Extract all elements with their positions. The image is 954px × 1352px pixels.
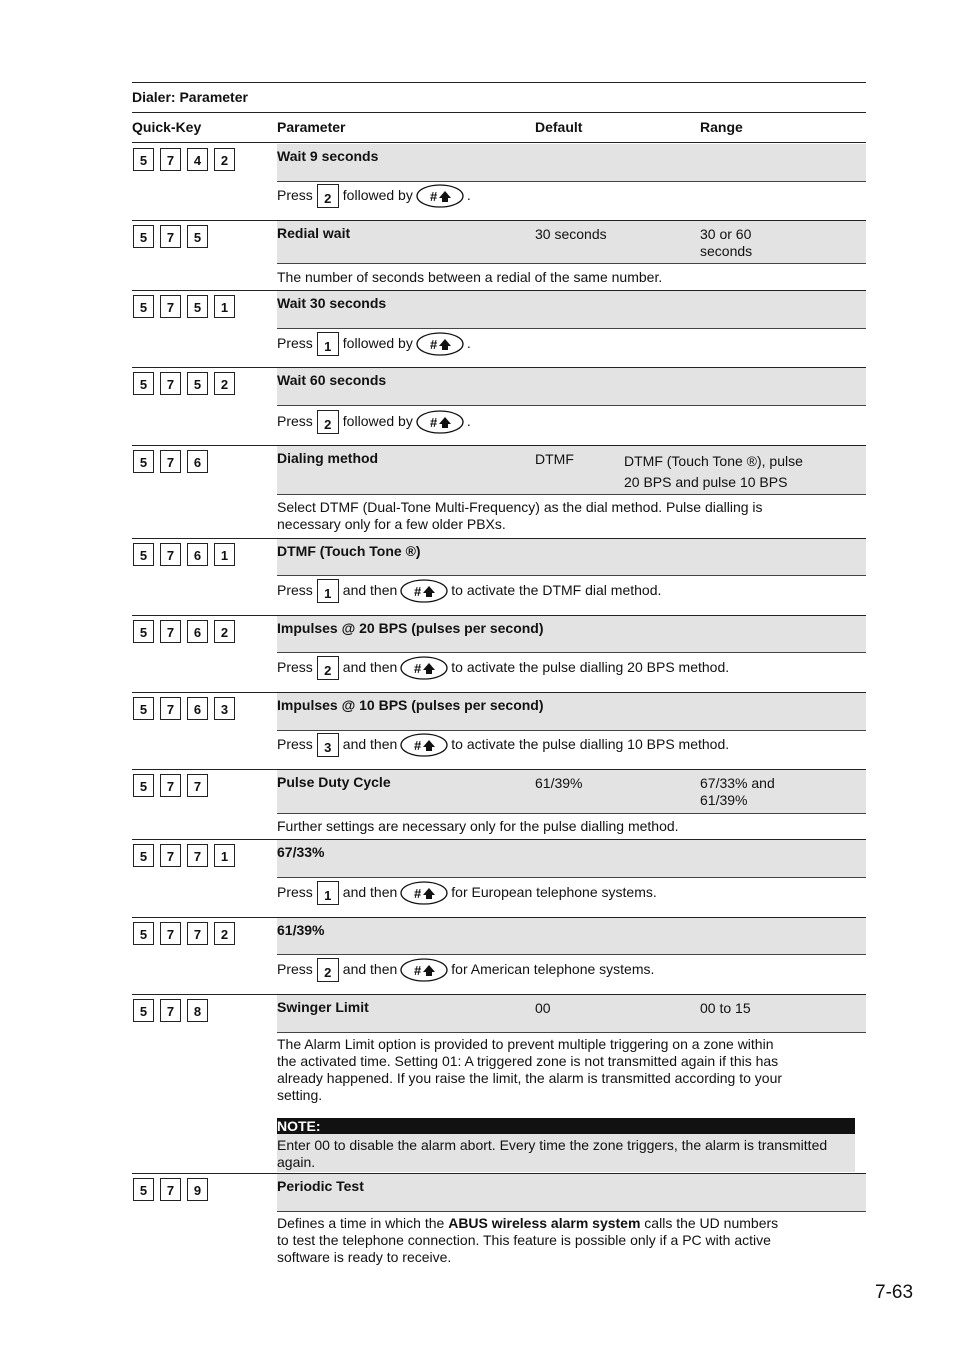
hash-key-icon xyxy=(399,731,449,757)
press-instruction xyxy=(277,654,729,680)
quick-key-sequence xyxy=(133,295,235,318)
quick-key: 1 xyxy=(214,844,235,867)
press-suffix: . xyxy=(466,335,471,351)
column-header-quick-key: Quick-Key xyxy=(132,119,202,135)
quick-key: 5 xyxy=(187,372,208,395)
note-label: NOTE: xyxy=(277,1118,855,1134)
table-title: Dialer: Parameter xyxy=(132,89,248,105)
page-number: 7-63 xyxy=(875,1282,914,1303)
parameter-name: Periodic Test xyxy=(277,1178,364,1194)
press-word: Press xyxy=(277,884,313,900)
press-word: Press xyxy=(277,582,313,598)
quick-key-sequence xyxy=(133,999,208,1022)
quick-key: 7 xyxy=(160,774,181,797)
parameter-name: DTMF (Touch Tone ®) xyxy=(277,543,421,559)
band-rule xyxy=(277,494,866,495)
quick-key: 2 xyxy=(214,620,235,643)
band-rule xyxy=(277,652,866,653)
parameter-range: 30 or 60 seconds xyxy=(700,226,753,259)
quick-key: 7 xyxy=(160,295,181,318)
band-rule xyxy=(277,877,866,878)
press-instruction xyxy=(277,330,471,356)
svg-text:#: # xyxy=(414,584,422,599)
parameter-name: Pulse Duty Cycle xyxy=(277,774,391,790)
press-connector: and then xyxy=(342,736,398,752)
band-rule xyxy=(277,1032,866,1033)
parameter-name: 67/33% xyxy=(277,844,325,860)
svg-text:#: # xyxy=(429,337,438,352)
quick-key: 5 xyxy=(133,372,154,395)
quick-key: 2 xyxy=(214,922,235,945)
quick-key: 7 xyxy=(160,697,181,720)
hash-key-icon xyxy=(399,654,449,680)
quick-key: 1 xyxy=(214,295,235,318)
parameter-description: The number of seconds between a redial of the same number. xyxy=(277,269,663,285)
press-word: Press xyxy=(277,413,313,429)
quick-key-sequence xyxy=(133,844,235,867)
parameter-default: 30 seconds xyxy=(535,226,607,242)
parameter-range: 00 to 15 xyxy=(700,1000,751,1016)
parameter-name: 61/39% xyxy=(277,922,325,938)
press-connector: and then xyxy=(342,884,398,900)
quick-key: 5 xyxy=(133,620,154,643)
hash-key-icon xyxy=(415,408,465,434)
quick-key: 7 xyxy=(160,620,181,643)
quick-key: 5 xyxy=(187,295,208,318)
press-connector: followed by xyxy=(342,187,413,203)
press-instruction xyxy=(277,577,661,603)
hash-key-icon xyxy=(399,577,449,603)
press-instruction xyxy=(277,879,657,905)
quick-key: 5 xyxy=(133,225,154,248)
hash-key-icon xyxy=(415,330,465,356)
key-button: 3 xyxy=(317,733,339,757)
svg-text:#: # xyxy=(414,963,422,978)
quick-key-sequence xyxy=(133,148,235,171)
quick-key-sequence xyxy=(133,774,208,797)
band-rule xyxy=(277,328,866,329)
quick-key: 6 xyxy=(187,543,208,566)
band-rule xyxy=(277,1211,866,1212)
press-word: Press xyxy=(277,961,313,977)
hash-key-icon xyxy=(399,879,449,905)
svg-text:#: # xyxy=(429,189,438,204)
parameter-name: Redial wait xyxy=(277,225,351,241)
quick-key: 7 xyxy=(160,1178,181,1201)
parameter-description: Select DTMF (Dual-Tone Multi-Frequency) as the dial method. Pulse dialling is necessary only for a few older PBXs. xyxy=(277,499,763,532)
quick-key-sequence xyxy=(133,697,235,720)
parameter-description: Defines a time in which the ABUS wireless alarm system calls the UD numbers to test the telephone connection. This feature is possible only if a PC with active software is ready to receive. xyxy=(277,1215,779,1265)
press-connector: followed by xyxy=(342,413,413,429)
quick-key: 5 xyxy=(133,774,154,797)
parameter-name: Swinger Limit xyxy=(277,999,369,1015)
quick-key: 6 xyxy=(187,450,208,473)
press-connector: and then xyxy=(342,961,398,977)
band-rule xyxy=(277,263,866,264)
quick-key: 5 xyxy=(133,999,154,1022)
key-button: 2 xyxy=(317,656,339,680)
parameter-default: 61/39% xyxy=(535,775,583,791)
parameter-name: Dialing method xyxy=(277,450,379,466)
parameter-name: Wait 60 seconds xyxy=(277,372,387,388)
quick-key: 7 xyxy=(160,844,181,867)
note-text: Enter 00 to disable the alarm abort. Every time the zone triggers, the alarm is transmitted again. xyxy=(277,1134,855,1172)
press-suffix: for American telephone systems. xyxy=(451,961,655,977)
press-suffix: to activate the pulse dialling 10 BPS method. xyxy=(451,736,730,752)
quick-key: 5 xyxy=(187,225,208,248)
quick-key: 3 xyxy=(214,697,235,720)
quick-key: 1 xyxy=(214,543,235,566)
key-button: 2 xyxy=(317,410,339,434)
quick-key: 5 xyxy=(133,148,154,171)
parameter-band xyxy=(277,1174,866,1211)
parameter-band xyxy=(277,840,866,877)
parameter-description: The Alarm Limit option is provided to prevent multiple triggering on a zone within the activated time. Setting 01: A triggered zone is not transmitted again if this has already happened. If you raise the limit, the alarm is transmitted according to your setting. xyxy=(277,1036,783,1103)
parameter-range: 67/33% and 61/39% xyxy=(700,775,775,808)
svg-text:#: # xyxy=(414,886,422,901)
quick-key: 5 xyxy=(133,1178,154,1201)
key-button: 1 xyxy=(317,579,339,603)
parameter-description: Further settings are necessary only for the pulse dialling method. xyxy=(277,818,679,834)
key-button: 2 xyxy=(317,184,339,208)
hash-key-icon xyxy=(399,956,449,982)
quick-key: 4 xyxy=(187,148,208,171)
press-word: Press xyxy=(277,187,313,203)
quick-key: 2 xyxy=(214,372,235,395)
quick-key-sequence xyxy=(133,372,235,395)
hash-key-icon xyxy=(415,182,465,208)
quick-key: 5 xyxy=(133,295,154,318)
press-word: Press xyxy=(277,659,313,675)
parameter-name: Impulses @ 20 BPS (pulses per second) xyxy=(277,620,544,636)
title-rule xyxy=(132,112,866,113)
parameter-name: Wait 9 seconds xyxy=(277,148,379,164)
product-name: ABUS wireless alarm system xyxy=(448,1215,641,1231)
press-suffix: . xyxy=(466,413,471,429)
press-connector: followed by xyxy=(342,335,413,351)
table-top-rule xyxy=(132,82,866,83)
press-suffix: to activate the pulse dialling 20 BPS method. xyxy=(451,659,730,675)
parameter-name: Impulses @ 10 BPS (pulses per second) xyxy=(277,697,544,713)
header-rule xyxy=(132,142,866,143)
press-suffix: to activate the DTMF dial method. xyxy=(451,582,662,598)
band-rule xyxy=(277,954,866,955)
quick-key: 7 xyxy=(187,922,208,945)
quick-key: 5 xyxy=(133,450,154,473)
key-button: 1 xyxy=(317,332,339,356)
quick-key: 5 xyxy=(133,922,154,945)
parameter-default: DTMF xyxy=(535,451,574,467)
quick-key: 7 xyxy=(160,450,181,473)
press-instruction xyxy=(277,956,654,982)
press-instruction xyxy=(277,731,729,757)
quick-key: 6 xyxy=(187,697,208,720)
press-instruction xyxy=(277,408,471,434)
parameter-band xyxy=(277,918,866,954)
key-button: 1 xyxy=(317,881,339,905)
press-suffix: . xyxy=(466,187,471,203)
parameter-default: 00 xyxy=(535,1000,551,1016)
column-header-default: Default xyxy=(535,119,583,135)
quick-key: 2 xyxy=(214,148,235,171)
quick-key-sequence xyxy=(133,450,208,473)
press-connector: and then xyxy=(342,659,398,675)
quick-key-sequence xyxy=(133,620,235,643)
quick-key-sequence xyxy=(133,225,208,248)
quick-key-sequence xyxy=(133,922,235,945)
quick-key: 7 xyxy=(187,774,208,797)
quick-key: 7 xyxy=(187,844,208,867)
quick-key: 7 xyxy=(160,372,181,395)
column-header-parameter: Parameter xyxy=(277,119,346,135)
parameter-range: DTMF (Touch Tone ®), pulse 20 BPS and pulse 10 BPS xyxy=(624,453,803,490)
quick-key: 8 xyxy=(187,999,208,1022)
parameter-name: Wait 30 seconds xyxy=(277,295,387,311)
press-connector: and then xyxy=(342,582,398,598)
quick-key: 7 xyxy=(160,225,181,248)
column-header-range: Range xyxy=(700,119,743,135)
press-suffix: for European telephone systems. xyxy=(451,884,657,900)
quick-key: 7 xyxy=(160,148,181,171)
quick-key: 7 xyxy=(160,922,181,945)
band-rule xyxy=(277,813,866,814)
svg-text:#: # xyxy=(414,738,422,753)
band-rule xyxy=(277,405,866,406)
quick-key: 7 xyxy=(160,999,181,1022)
band-rule xyxy=(277,575,866,576)
svg-text:#: # xyxy=(429,415,438,430)
quick-key: 9 xyxy=(187,1178,208,1201)
key-button: 2 xyxy=(317,958,339,982)
quick-key-sequence xyxy=(133,543,235,566)
quick-key: 7 xyxy=(160,543,181,566)
press-word: Press xyxy=(277,736,313,752)
quick-key-sequence xyxy=(133,1178,208,1201)
quick-key: 5 xyxy=(133,697,154,720)
press-instruction xyxy=(277,182,471,208)
svg-text:#: # xyxy=(414,661,422,676)
quick-key: 5 xyxy=(133,543,154,566)
quick-key: 5 xyxy=(133,844,154,867)
press-word: Press xyxy=(277,335,313,351)
quick-key: 6 xyxy=(187,620,208,643)
